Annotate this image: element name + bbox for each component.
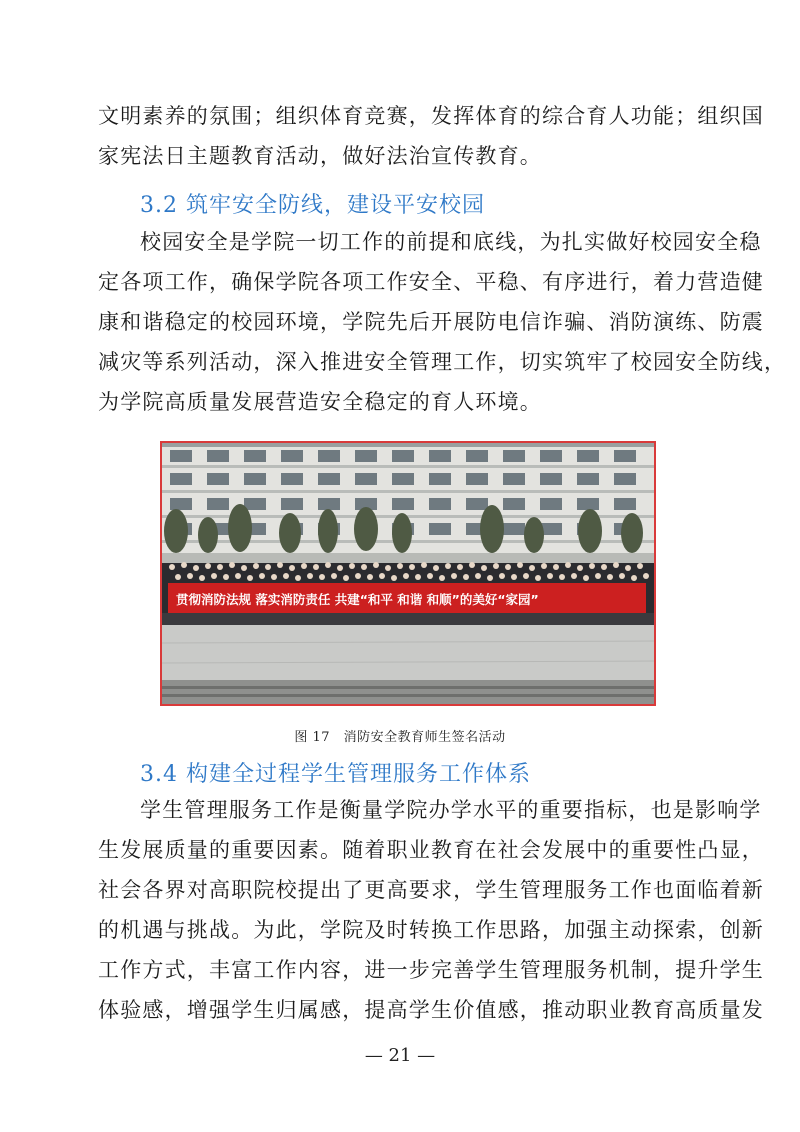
paragraph-3-2 [98, 222, 787, 422]
text-line: 社会各界对高职院校提出了更高要求，学生管理服务工作也面临着新 [98, 878, 764, 902]
figure-photo [160, 441, 656, 706]
text-line: 康和谐稳定的校园环境，学院先后开展防电信诈骗、消防演练、防震 [98, 310, 764, 334]
text-line: 为学院高质量发展营造安全稳定的育人环境。 [98, 390, 542, 414]
text-line: 减灾等系列活动，深入推进安全管理工作，切实筑牢了校园安全防线， [98, 350, 787, 374]
text-line: 校园安全是学院一切工作的前提和底线，为扎实做好校园安全稳 [140, 230, 762, 254]
paragraph-3-4 [98, 790, 764, 1030]
text-line: 定各项工作，确保学院各项工作安全、平稳、有序进行，着力营造健 [98, 270, 764, 294]
text-line: 生发展质量的重要因素。随着职业教育在社会发展中的重要性凸显， [98, 838, 764, 862]
page-number: — 21 — [364, 1045, 436, 1066]
text-line: 学生管理服务工作是衡量学院办学水平的重要指标，也是影响学 [140, 798, 762, 822]
paragraph-top [98, 96, 764, 176]
text-line: 体验感，增强学生归属感，提高学生价值感，推动职业教育高质量发 [98, 998, 764, 1022]
school-photo-illustration [162, 443, 654, 704]
text-line: 的机遇与挑战。为此，学院及时转换工作思路，加强主动探索，创新 [98, 918, 764, 942]
text-line: 工作方式，丰富工作内容，进一步完善学生管理服务机制，提升学生 [98, 958, 764, 982]
section-heading-3-2: 3.2 筑牢安全防线，建设平安校园 [140, 193, 485, 218]
figure-caption: 图 17 消防安全教育师生签名活动 [294, 730, 506, 745]
section-heading-3-4: 3.4 构建全过程学生管理服务工作体系 [140, 762, 531, 787]
text-line: 文明素养的氛围；组织体育竞赛，发挥体育的综合育人功能；组织国 [98, 104, 764, 128]
text-line: 家宪法日主题教育活动，做好法治宣传教育。 [98, 144, 542, 168]
banner-text: 贯彻消防法规 落实消防责任 共建“和平 和谐 和顺”的美好“家园” [176, 592, 539, 607]
